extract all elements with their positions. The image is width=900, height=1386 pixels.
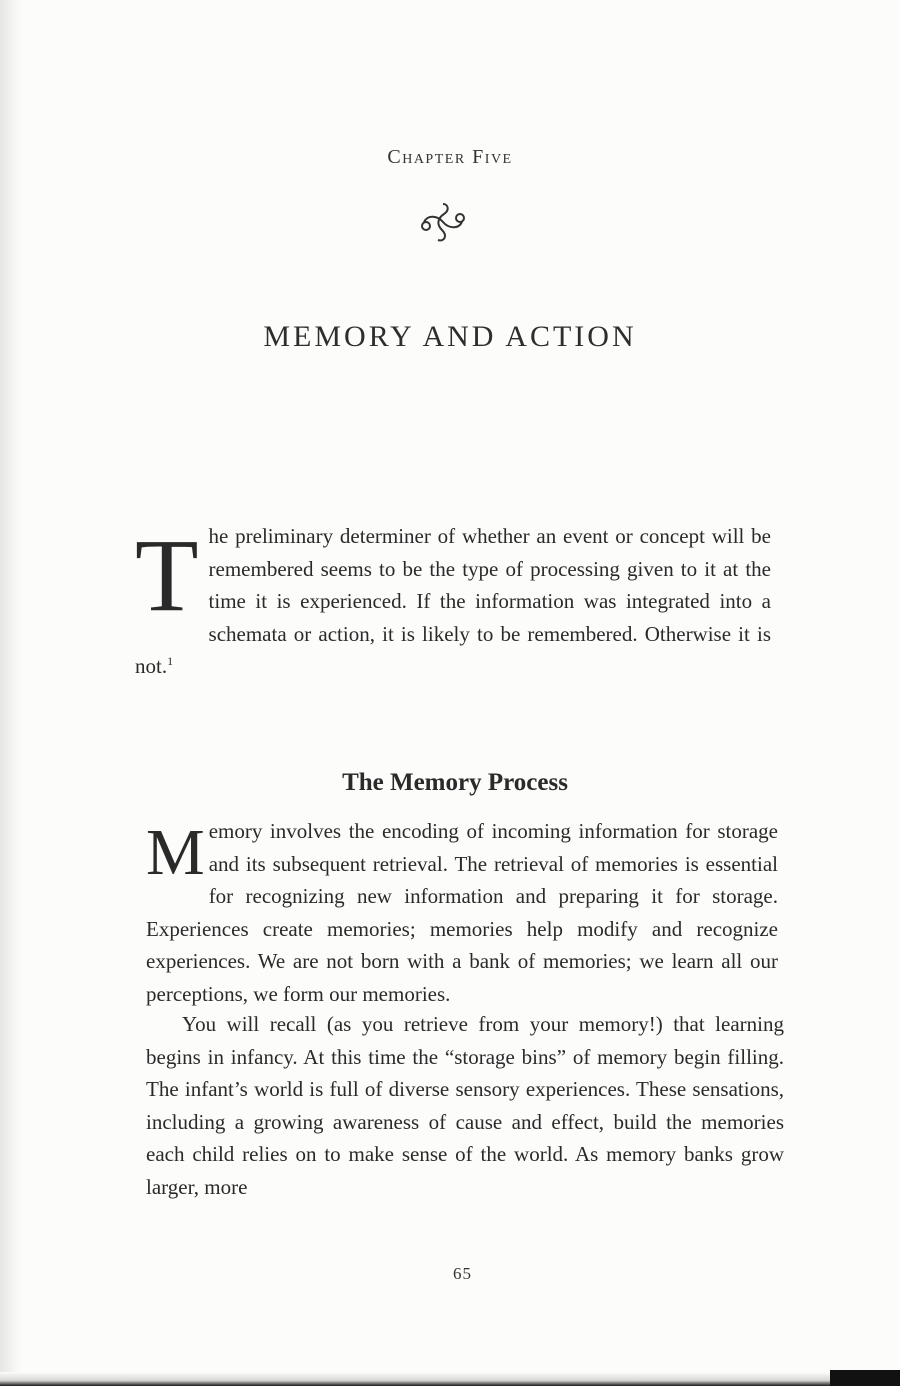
scan-shadow-left bbox=[0, 0, 22, 1386]
body-paragraph-1-text: emory involves the encoding of incoming information for storage and its subsequent retrieval. The retrieval of memories is essential for recognizing new information and preparing it for storage. Experiences create memories; memories help modify and recognize experiences. We are not born with a bank of memories; we learn all our perceptions, we form our memories. bbox=[146, 819, 778, 1006]
chapter-label: Chapter Five bbox=[387, 146, 513, 168]
fleuron-icon bbox=[418, 200, 468, 244]
intro-paragraph bbox=[135, 520, 771, 683]
dropcap-m: M bbox=[146, 816, 205, 889]
chapter-title: MEMORY AND ACTION bbox=[263, 320, 637, 354]
intro-text: he preliminary determiner of whether an event or concept will be remembered seems to be the type of processing given to it at the time it is experienced. If the information was integrated into a schemata or action, it is likely to be remembered. Otherwise it is not. bbox=[135, 524, 771, 678]
footnote-ref: 1 bbox=[167, 654, 174, 668]
dropcap-t: T bbox=[135, 518, 199, 633]
page-number: 65 bbox=[453, 1264, 472, 1283]
scan-corner bbox=[830, 1370, 900, 1386]
body-paragraph-2: You will recall (as you retrieve from your memory!) that learning begins in infancy. At this time the “storage bins” of memory begin filling. The infant’s world is full of diverse sensory experiences. These sensations, including a growing awareness of cause and effect, build the memories each child relies on to make sense of the world. As memory banks grow larger, more bbox=[146, 1012, 784, 1199]
section-heading: The Memory Process bbox=[342, 768, 568, 796]
body-paragraph-1 bbox=[146, 815, 778, 1010]
scan-shadow-bottom bbox=[0, 1372, 900, 1386]
